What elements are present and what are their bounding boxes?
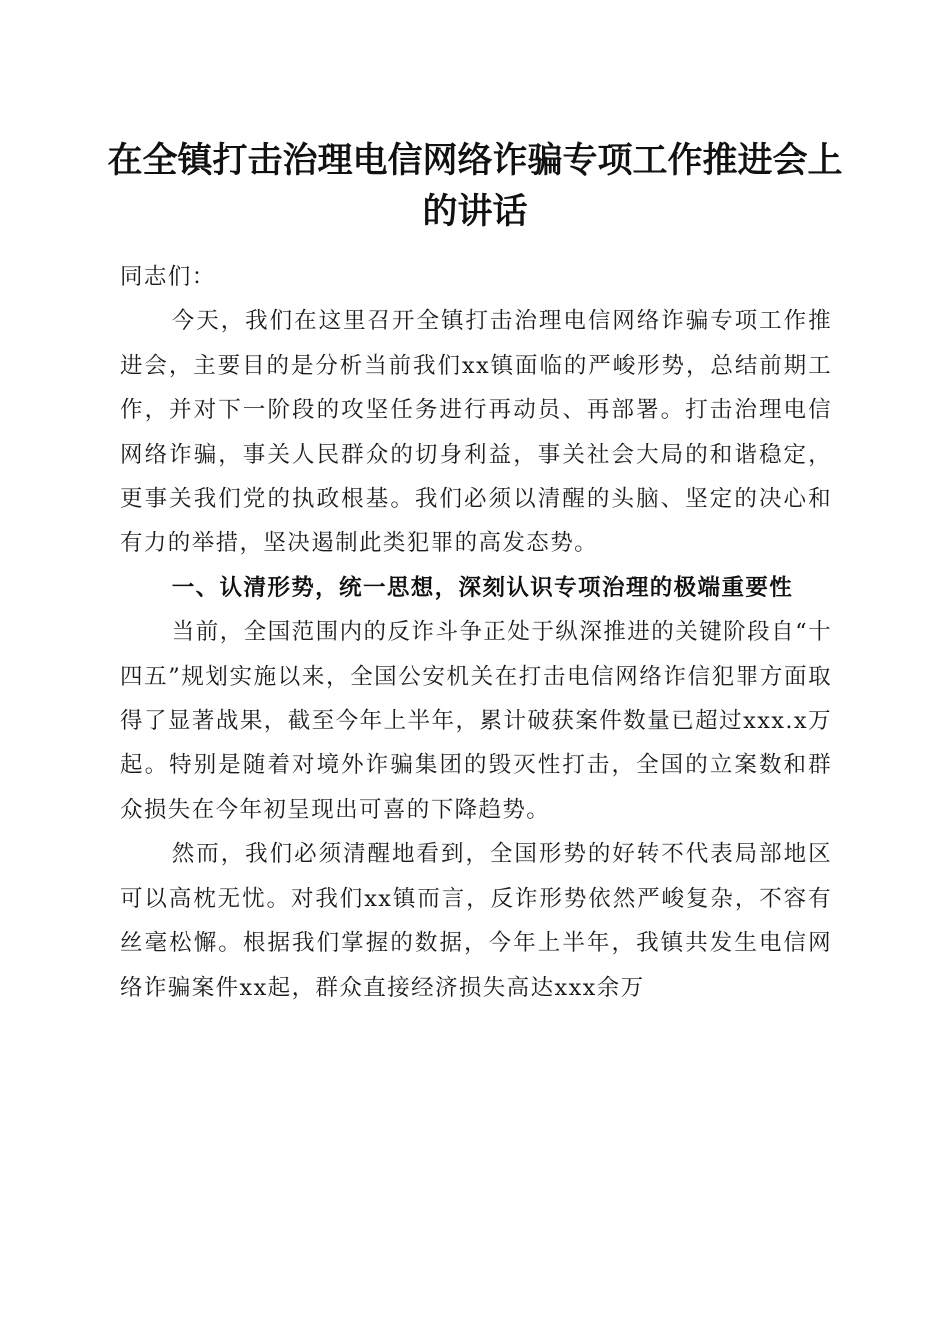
document-body bbox=[120, 255, 832, 1010]
salutation: 同志们： bbox=[120, 264, 216, 290]
document-title: 在全镇打击治理电信网络诈骗专项工作推进会上的讲话 bbox=[107, 140, 843, 232]
section-paragraph-2: 然而，我们必须清醒地看到，全国形势的好转不代表局部地区可以高枕无忧。对我们xx镇而言，反诈形势依然严峻复杂，不容有丝毫松懈。根据我们掌握的数据，今年上半年，我镇共发生电信网络诈骗案件xx起，群众直接经济损失高达xxx余万 bbox=[120, 841, 832, 1001]
intro-paragraph: 今天，我们在这里召开全镇打击治理电信网络诈骗专项工作推进会，主要目的是分析当前我们xx镇面临的严峻形势，总结前期工作，并对下一阶段的攻坚任务进行再动员、再部署。打击治理电信网络诈骗，事关人民群众的切身利益，事关社会大局的和谐稳定，更事关我们党的执政根基。我们必须以清醒的头脑、坚定的决心和有力的举措，坚决遏制此类犯罪的高发态势。 bbox=[120, 308, 832, 557]
section-heading: 一、认清形势，统一思想，深刻认识专项治理的极端重要性 bbox=[171, 574, 794, 601]
section-paragraph-1: 当前，全国范围内的反诈斗争正处于纵深推进的关键阶段自“十四五”规划实施以来，全国公安机关在打击电信网络诈信犯罪方面取得了显著战果，截至今年上半年，累计破获案件数量已超过xxx.x万起。特别是随着对境外诈骗集团的毁灭性打击，全国的立案数和群众损失在今年初呈现出可喜的下降趋势。 bbox=[120, 619, 832, 823]
